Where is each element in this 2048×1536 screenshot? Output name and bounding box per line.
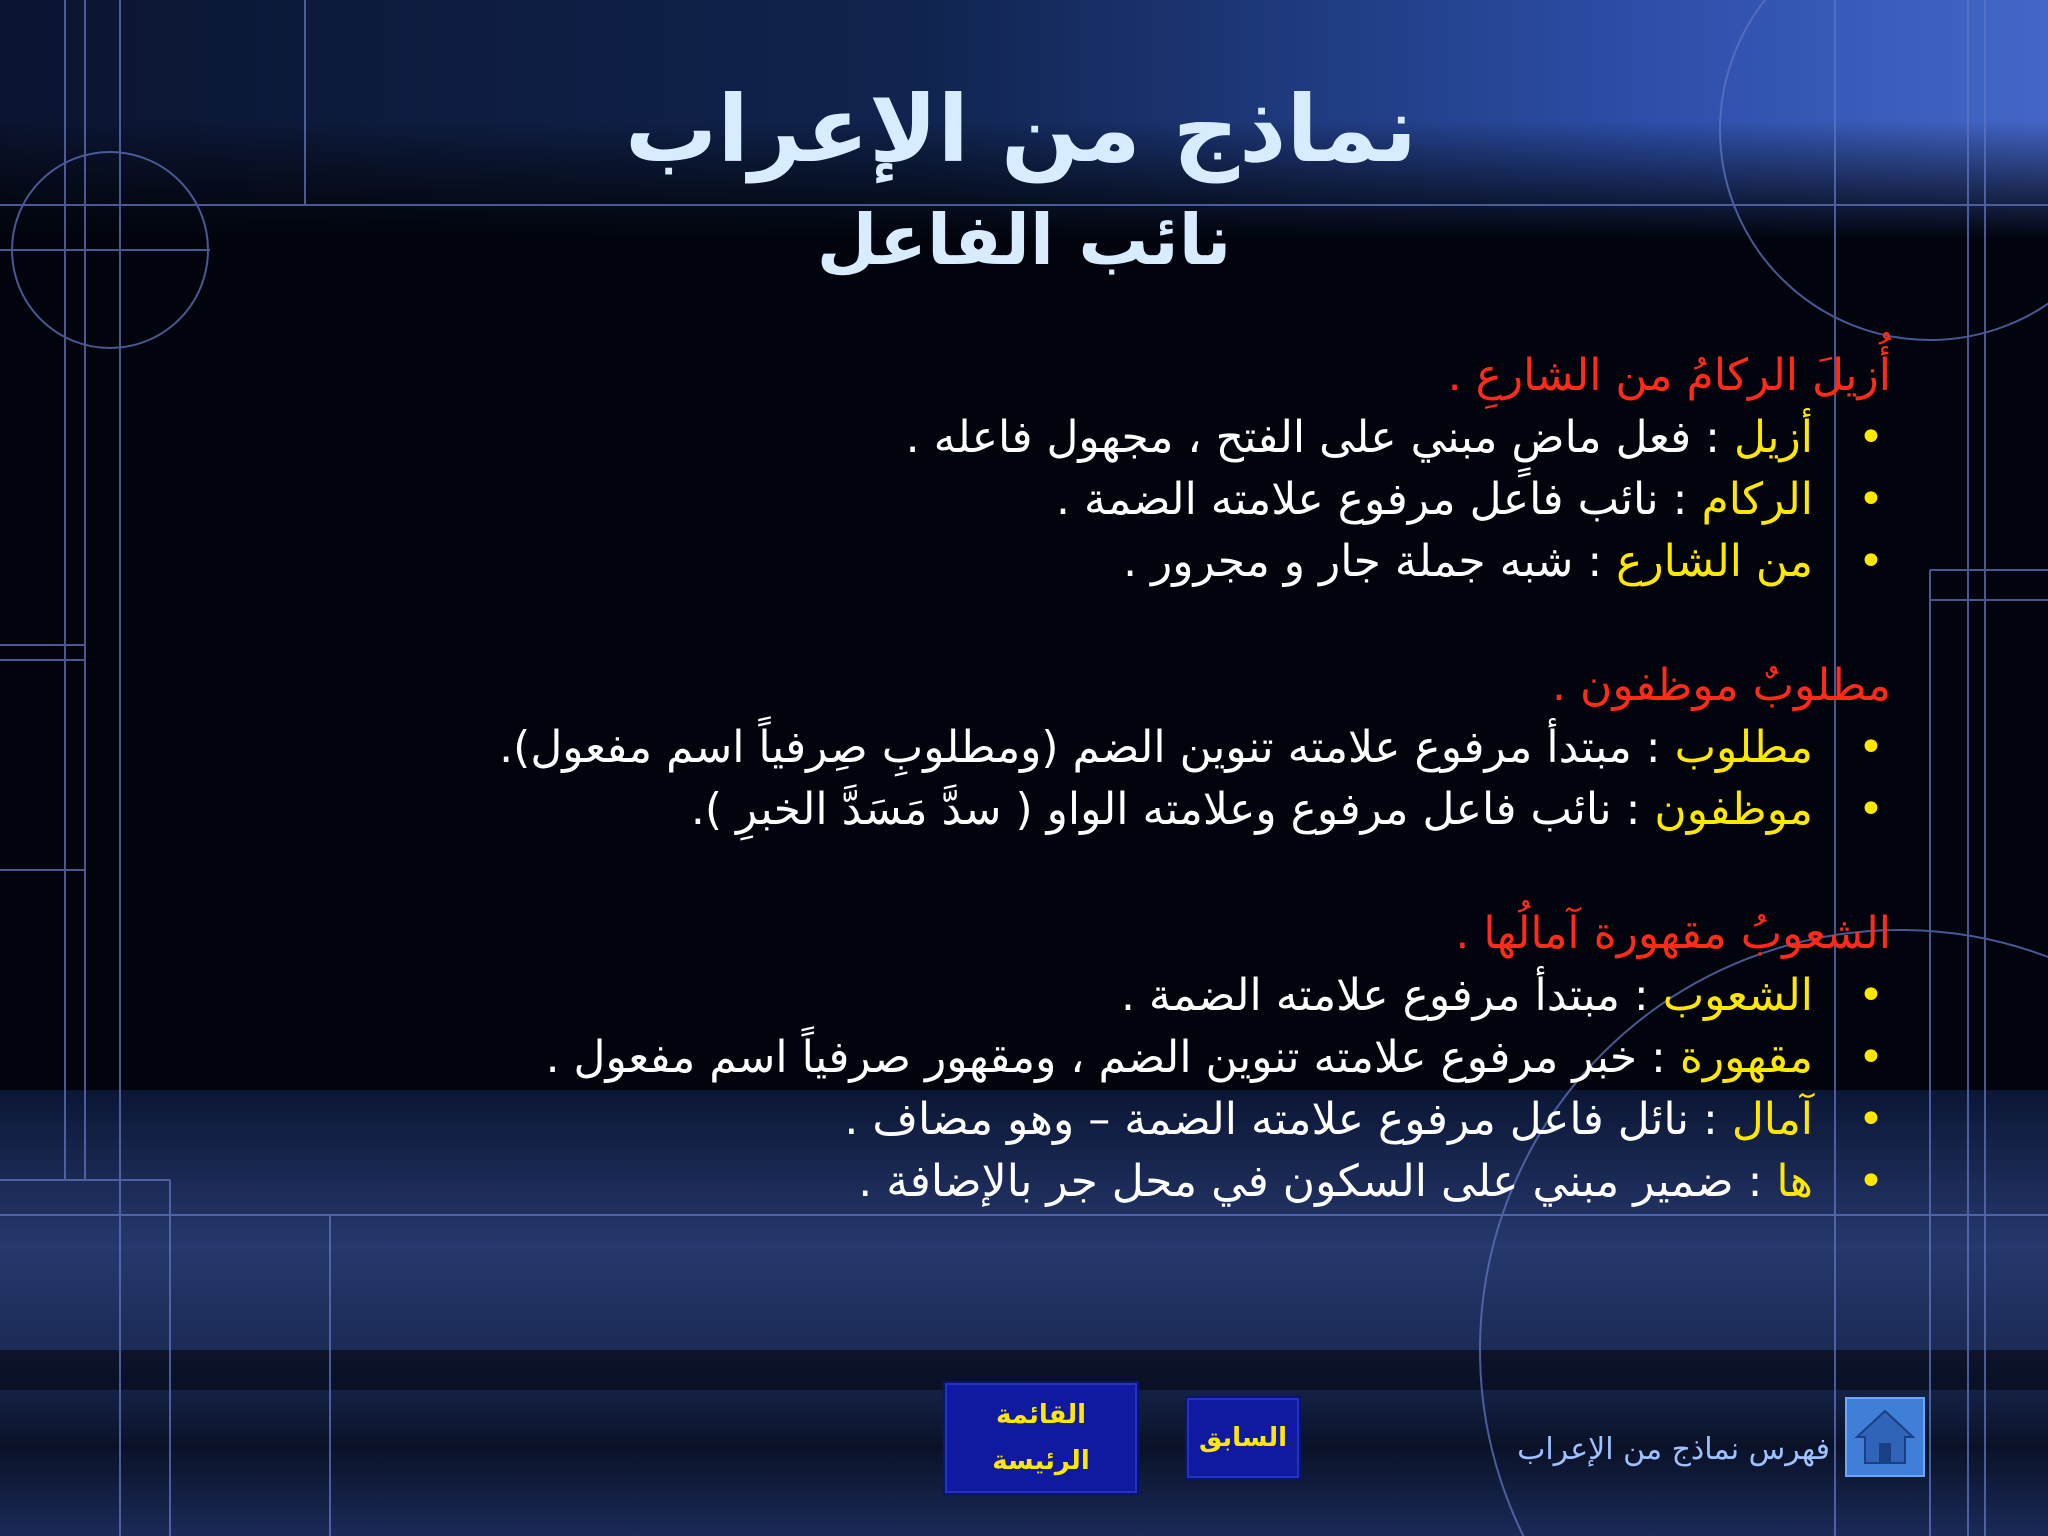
term: الشعوب [1662,970,1813,1021]
list-item [191,407,1891,469]
analysis: : مبتدأ مرفوع علامته تنوين الضم (ومطلوبِ صِرفياً اسم مفعول). [499,722,1675,773]
analysis: : نائل فاعل مرفوع علامته الضمة – وهو مضاف . [844,1094,1732,1145]
home-icon [1847,1399,1923,1475]
term: موظفون [1654,784,1813,835]
bullet-icon: • [1858,412,1884,463]
list-item [191,469,1891,531]
analysis-list-3 [191,965,1891,1213]
main-menu-label [992,1392,1089,1484]
term: من الشارع [1616,536,1813,587]
analysis: : فعل ماضٍ مبني على الفتح ، مجهول فاعله . [905,412,1734,463]
slide-content [191,345,1891,1213]
bullet-icon: • [1858,1032,1884,1083]
list-item [191,531,1891,593]
term: الركام [1701,474,1813,525]
bullet-icon: • [1858,970,1884,1021]
list-item [191,779,1891,841]
example-sentence-3: الشعوبُ مقهورة آمالُها . [1455,908,1891,959]
home-button[interactable] [1845,1397,1925,1477]
main-menu-label-line2: الرئيسة [992,1446,1090,1476]
previous-label: السابق [1198,1423,1288,1453]
index-link[interactable]: فهرس نماذج من الإعراب [1517,1432,1830,1467]
bullet-icon: • [1858,1094,1884,1145]
bullet-icon: • [1858,722,1884,773]
term: مقهورة [1679,1032,1813,1083]
example-sentence-1: أُزيلَ الركامُ من الشارعِ . [1447,350,1891,401]
analysis: : نائب فاعل مرفوع علامته الضمة . [1056,474,1702,525]
spacer [191,593,1891,655]
main-menu-button[interactable] [943,1381,1139,1495]
analysis-list-2 [191,717,1891,841]
main-menu-label-line1: القائمة [995,1400,1087,1430]
term: أزيل [1733,412,1813,463]
term: آمال [1731,1094,1813,1145]
spacer [191,841,1891,903]
term: ها [1776,1156,1813,1207]
list-item [191,1027,1891,1089]
analysis: : ضمير مبني على السكون في محل جر بالإضافة . [858,1156,1777,1207]
example-sentence-2: مطلوبٌ موظفون . [1552,660,1891,711]
list-item [191,717,1891,779]
analysis: : شبه جملة جار و مجرور . [1123,536,1617,587]
previous-button[interactable] [1185,1396,1301,1480]
list-item [191,1151,1891,1213]
bullet-icon: • [1858,474,1884,525]
analysis: : خبر مرفوع علامته تنوين الضم ، ومقهور صرفياً اسم مفعول . [545,1032,1680,1083]
bullet-icon: • [1858,1156,1884,1207]
list-item [191,965,1891,1027]
analysis: : نائب فاعل مرفوع وعلامته الواو ( سدَّ مَسَدَّ الخبرِ ). [690,784,1655,835]
slide-subtitle: نائب الفاعل [816,199,1232,281]
list-item [191,1089,1891,1151]
analysis: : مبتدأ مرفوع علامته الضمة . [1120,970,1663,1021]
analysis-list-1 [191,407,1891,593]
bullet-icon: • [1858,784,1884,835]
bullet-icon: • [1858,536,1884,587]
slide-title: نماذج من الإعراب [624,76,1418,183]
term: مطلوب [1674,722,1813,773]
